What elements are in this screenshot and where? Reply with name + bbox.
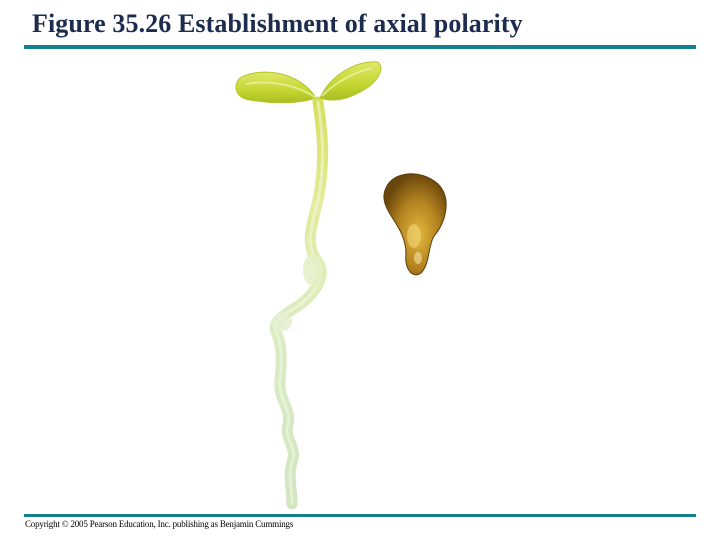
- title-divider: [24, 45, 696, 49]
- seedling-stem: [275, 102, 323, 504]
- seedling: [236, 62, 381, 504]
- footer-divider: [24, 514, 696, 517]
- slide-title: Figure 35.26 Establishment of axial polarity: [32, 9, 523, 38]
- seed: [384, 174, 446, 275]
- cotyledon-left: [236, 72, 316, 103]
- figure-photo: [0, 50, 720, 512]
- copyright-text: Copyright © 2005 Pearson Education, Inc. publishing as Benjamin Cummings: [25, 519, 294, 529]
